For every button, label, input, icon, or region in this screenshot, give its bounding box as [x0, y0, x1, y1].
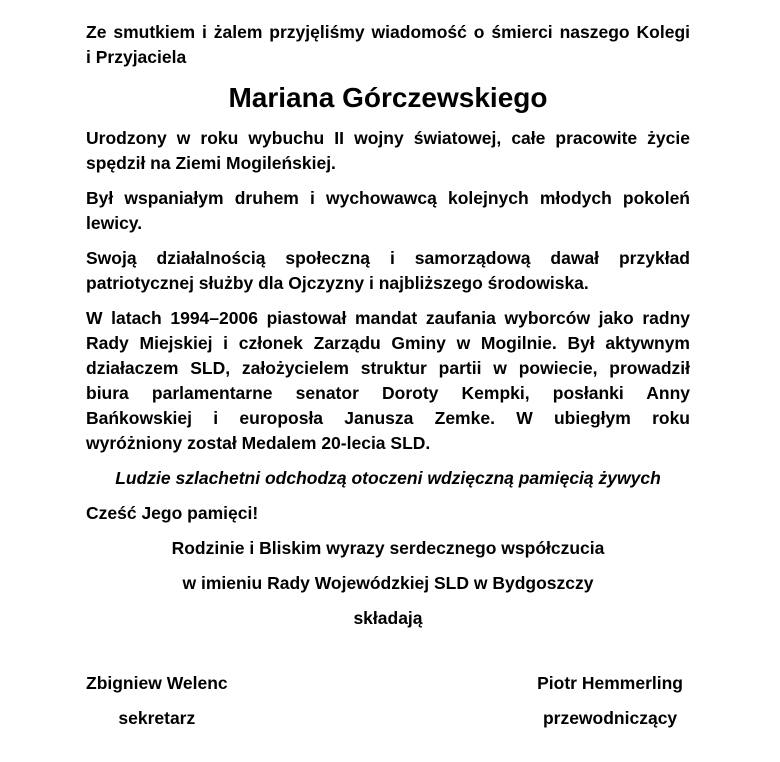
- paragraph-born: [86, 126, 690, 176]
- submitted-by-line-line-1: składają: [353, 608, 423, 628]
- paragraph-career-line-2: Rady Miejskiej i członek Zarządu Gminy w Mogilnie. Był aktywnym: [86, 333, 690, 353]
- deceased-name-heading: [86, 80, 690, 116]
- on-behalf-line-line-1: w imieniu Rady Wojewódzkiej SLD w Bydgoszczy: [182, 573, 594, 593]
- intro-paragraph: [86, 20, 690, 70]
- signatures-row: [86, 671, 690, 731]
- motto-line: [86, 466, 690, 491]
- paragraph-career-line-5: Bańkowskiej i europosła Janusza Zemke. W ubiegłym roku: [86, 408, 690, 428]
- paragraph-career-line-1: W latach 1994–2006 piastował mandat zaufania wyborców jako radny: [86, 308, 690, 328]
- paragraph-career-line-6: wyróżniony został Medalem 20-lecia SLD.: [86, 433, 431, 453]
- motto-line-line-1: Ludzie szlachetni odchodzą otoczeni wdzięczną pamięcią żywych: [115, 468, 661, 488]
- paragraph-career-line-4: biura parlamentarne senator Doroty Kempki, posłanki Anny: [86, 383, 690, 403]
- condolences-line-line-1: Rodzinie i Bliskim wyrazy serdecznego współczucia: [171, 538, 605, 558]
- intro-paragraph-line-1: Ze smutkiem i żalem przyjęliśmy wiadomość o śmierci naszego Kolegi: [86, 22, 690, 42]
- paragraph-mentor-line-1: Był wspaniałym druhem i wychowawcą kolejnych młodych pokoleń: [86, 188, 690, 208]
- document-text-blocks: [86, 20, 690, 631]
- paragraph-service: [86, 246, 690, 296]
- paragraph-mentor-line-2: lewicy.: [86, 213, 143, 233]
- paragraph-service-line-1: Swoją działalnością społeczną i samorządową dawał przykład: [86, 248, 690, 268]
- signature-left-name: Zbigniew Welenc: [86, 673, 228, 693]
- tribute-line-line-1: Cześć Jego pamięci!: [86, 503, 259, 523]
- tribute-line: [86, 501, 690, 526]
- signature-right: [537, 671, 683, 731]
- intro-paragraph-line-2: i Przyjaciela: [86, 47, 187, 67]
- paragraph-born-line-1: Urodzony w roku wybuchu II wojny światowej, całe pracowite życie: [86, 128, 690, 148]
- paragraph-service-line-2: patriotycznej służby dla Ojczyzny i najbliższego środowiska.: [86, 273, 589, 293]
- condolences-line: [86, 536, 690, 561]
- paragraph-born-line-2: spędził na Ziemi Mogileńskiej.: [86, 153, 336, 173]
- signature-left-role: sekretarz: [118, 708, 196, 728]
- signature-left: [86, 671, 228, 731]
- submitted-by-line: [86, 606, 690, 631]
- deceased-name-heading-line-1: Mariana Górczewskiego: [228, 82, 548, 113]
- paragraph-mentor: [86, 186, 690, 236]
- signature-right-role: przewodniczący: [542, 708, 678, 728]
- paragraph-career: [86, 306, 690, 456]
- paragraph-career-line-3: działaczem SLD, założycielem struktur partii w powiecie, prowadził: [86, 358, 690, 378]
- signature-right-name: Piotr Hemmerling: [537, 673, 683, 693]
- on-behalf-line: [86, 571, 690, 596]
